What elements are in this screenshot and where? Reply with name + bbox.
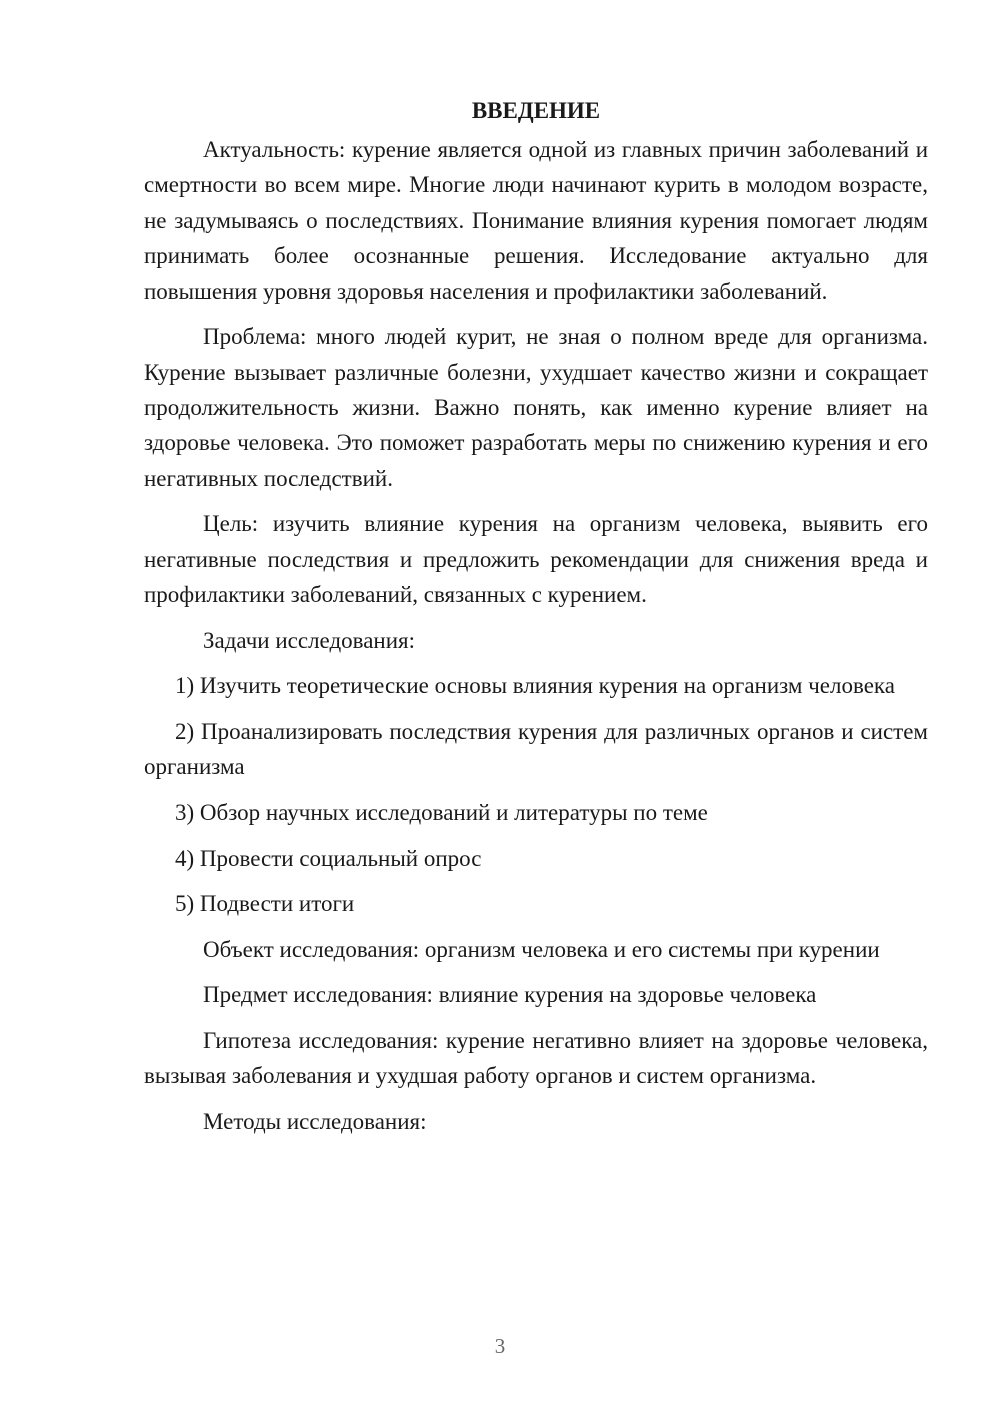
page-title: ВВЕДЕНИЕ [471, 98, 601, 123]
list-item: 5) Подвести итоги [175, 891, 355, 917]
paragraph-object: Объект исследования: организм человека и его системы при курении [203, 936, 880, 962]
paragraph-problem: Проблема: много людей курит, не зная о полном вреде для организма. Курение вызывает различные болезни, ухудшает качество жизни и сокращает продолжительность жизни. Важно понять, как именно курение влияет на здоровье человека. Это поможет разработать меры по снижению курения и его негативных последствий. [144, 324, 928, 491]
list-item: 1) Изучить теоретические основы влияния курения на организм человека [175, 673, 895, 699]
list-item: 2) Проанализировать последствия курения для различных органов и систем организма [144, 719, 928, 780]
paragraph-subject: Предмет исследования: влияние курения на здоровье человека [203, 982, 817, 1008]
paragraph-hypothesis: Гипотеза исследования: курение негативно влияет на здоровье человека, вызывая заболевания и ухудшая работу органов и систем организма. [144, 1028, 928, 1089]
tasks-heading: Задачи исследования: [203, 627, 416, 653]
paragraph-goal: Цель: изучить влияние курения на организм человека, выявить его негативные последствия и предложить рекомендации для снижения вреда и профилактики заболеваний, связанных с курением. [144, 511, 928, 608]
paragraph-methods: Методы исследования: [203, 1109, 427, 1134]
paragraph-relevance: Актуальность: курение является одной из главных причин заболеваний и смертности во всем мире. Многие люди начинают курить в молодом возрасте, не задумываясь о последствиях. Понимание влияния курения помогает людям принимать более осознанные решения. Исследование актуально для повышения уровня здоровья населения и профилактики заболеваний. [144, 137, 928, 304]
list-item: 4) Провести социальный опрос [175, 845, 482, 871]
list-item: 3) Обзор научных исследований и литературы по теме [175, 800, 708, 826]
page-number: 3 [494, 1334, 506, 1358]
